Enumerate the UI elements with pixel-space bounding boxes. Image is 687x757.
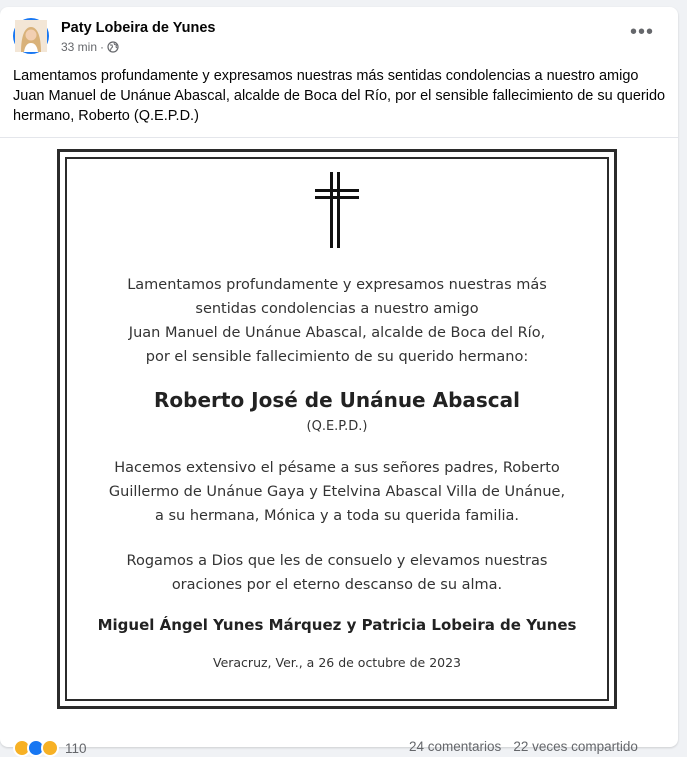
engagement-counts bbox=[409, 739, 638, 754]
avatar[interactable] bbox=[13, 18, 49, 54]
reaction-count: 110 bbox=[65, 740, 87, 756]
notice-family-line: a su hermana, Mónica y a toda su querida familia. bbox=[154, 508, 520, 524]
notice-lead-line: Juan Manuel de Unánue Abascal, alcalde de Boca del Río, bbox=[128, 325, 546, 341]
post-image[interactable] bbox=[0, 137, 678, 720]
meta-separator: · bbox=[100, 40, 105, 54]
notice-family-line: Guillermo de Unánue Gaya y Etelvina Abascal Villa de Unánue, bbox=[108, 484, 566, 500]
post-timestamp[interactable]: 33 min bbox=[61, 40, 98, 54]
avatar-image bbox=[15, 20, 47, 52]
more-options-icon[interactable]: ••• bbox=[630, 21, 655, 43]
globe-icon[interactable] bbox=[107, 41, 119, 53]
notice-prayer bbox=[60, 549, 614, 597]
shares-count-link[interactable]: 22 veces compartido bbox=[513, 739, 638, 754]
deceased-name: Roberto José de Unánue Abascal bbox=[154, 388, 520, 412]
notice-family-line: Hacemos extensivo el pésame a sus señores padres, Roberto bbox=[114, 460, 560, 476]
notice-lead bbox=[60, 273, 614, 369]
qepd-label: (Q.E.P.D.) bbox=[306, 419, 368, 434]
comments-count-link[interactable]: 24 comentarios bbox=[409, 739, 502, 754]
post-footer bbox=[0, 719, 678, 756]
sad-reaction-icon bbox=[41, 739, 59, 757]
cross-icon bbox=[314, 171, 360, 249]
notice-lead-line: por el sensible fallecimiento de su querido hermano: bbox=[145, 349, 529, 365]
notice-prayer-line: Rogamos a Dios que les de consuelo y elevamos nuestras bbox=[126, 553, 548, 569]
notice-date: Veracruz, Ver., a 26 de octubre de 2023 bbox=[212, 655, 462, 670]
post-header bbox=[0, 7, 678, 63]
notice-signature: Miguel Ángel Yunes Márquez y Patricia Lobeira de Yunes bbox=[97, 616, 577, 634]
notice-prayer-line: oraciones por el eterno descanso de su alma. bbox=[171, 577, 503, 593]
author-name[interactable]: Paty Lobeira de Yunes bbox=[61, 20, 216, 36]
notice-family bbox=[60, 456, 614, 528]
post-text: Lamentamos profundamente y expresamos nuestras más sentidas condolencias a nuestro amigo Juan Manuel de Unánue Abascal, alcalde de Boca del Río, por el sensible fallecimiento de su querido hermano, Roberto (Q.E.P.D.) bbox=[13, 68, 666, 124]
notice-lead-line: Lamentamos profundamente y expresamos nuestras más bbox=[127, 277, 547, 293]
reactions-summary[interactable] bbox=[13, 739, 87, 757]
notice-lead-line: sentidas condolencias a nuestro amigo bbox=[195, 301, 479, 317]
post-meta bbox=[61, 40, 119, 54]
post-card bbox=[0, 7, 678, 756]
